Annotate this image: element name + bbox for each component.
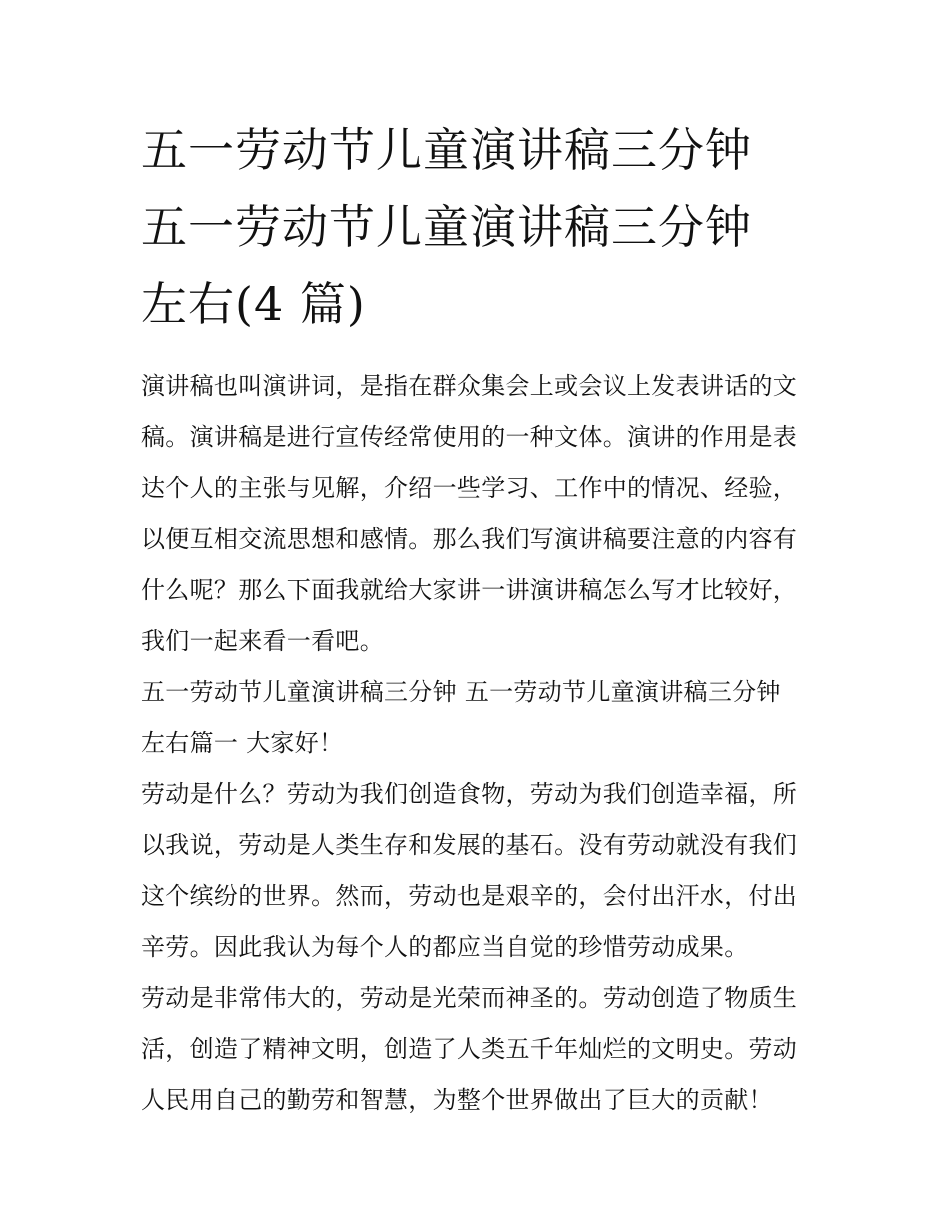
text-line: 辛劳。因此我认为每个人的都应当自觉的珍惜劳动成果。 <box>141 933 749 961</box>
text-line: 劳动是非常伟大的，劳动是光荣而神圣的。劳动创造了物质生 <box>141 984 798 1012</box>
intro-paragraph <box>141 361 813 667</box>
text-line: 活，创造了精神文明，创造了人类五千年灿烂的文明史。劳动 <box>141 1035 798 1063</box>
text-line: 稿。演讲稿是进行宣传经常使用的一种文体。演讲的作用是表 <box>141 423 798 451</box>
text-line: 以我说，劳动是人类生存和发展的基石。没有劳动就没有我们 <box>141 831 798 859</box>
body-paragraph <box>141 973 813 1126</box>
text-line: 达个人的主张与见解，介绍一些学习、工作中的情况、经验， <box>141 474 798 502</box>
text-line: 劳动是什么？劳动为我们创造食物，劳动为我们创造幸福，所 <box>141 780 798 808</box>
text-line: 以便互相交流思想和感情。那么我们写演讲稿要注意的内容有 <box>141 525 798 553</box>
text-line: 什么呢？那么下面我就给大家讲一讲演讲稿怎么写才比较好， <box>141 576 798 604</box>
text-line: 人民用自己的勤劳和智慧，为整个世界做出了巨大的贡献！ <box>141 1086 773 1114</box>
body-paragraph <box>141 769 813 973</box>
document-title <box>141 112 813 343</box>
text-line: 演讲稿也叫演讲词，是指在群众集会上或会议上发表讲话的文 <box>141 372 798 400</box>
document-page <box>141 112 813 1126</box>
text-line: 这个缤纷的世界。然而，劳动也是艰辛的，会付出汗水，付出 <box>141 882 798 910</box>
title-line: 五一劳动节儿童演讲稿三分钟 <box>141 123 752 177</box>
text-line: 我们一起来看一看吧。 <box>141 627 384 655</box>
title-line: 五一劳动节儿童演讲稿三分钟 <box>141 200 752 254</box>
title-line: 左右(4 篇) <box>141 277 366 331</box>
text-line: 左右篇一 大家好！ <box>141 729 344 757</box>
text-line: 五一劳动节儿童演讲稿三分钟 五一劳动节儿童演讲稿三分钟 <box>141 678 781 706</box>
section-heading-paragraph <box>141 667 813 769</box>
